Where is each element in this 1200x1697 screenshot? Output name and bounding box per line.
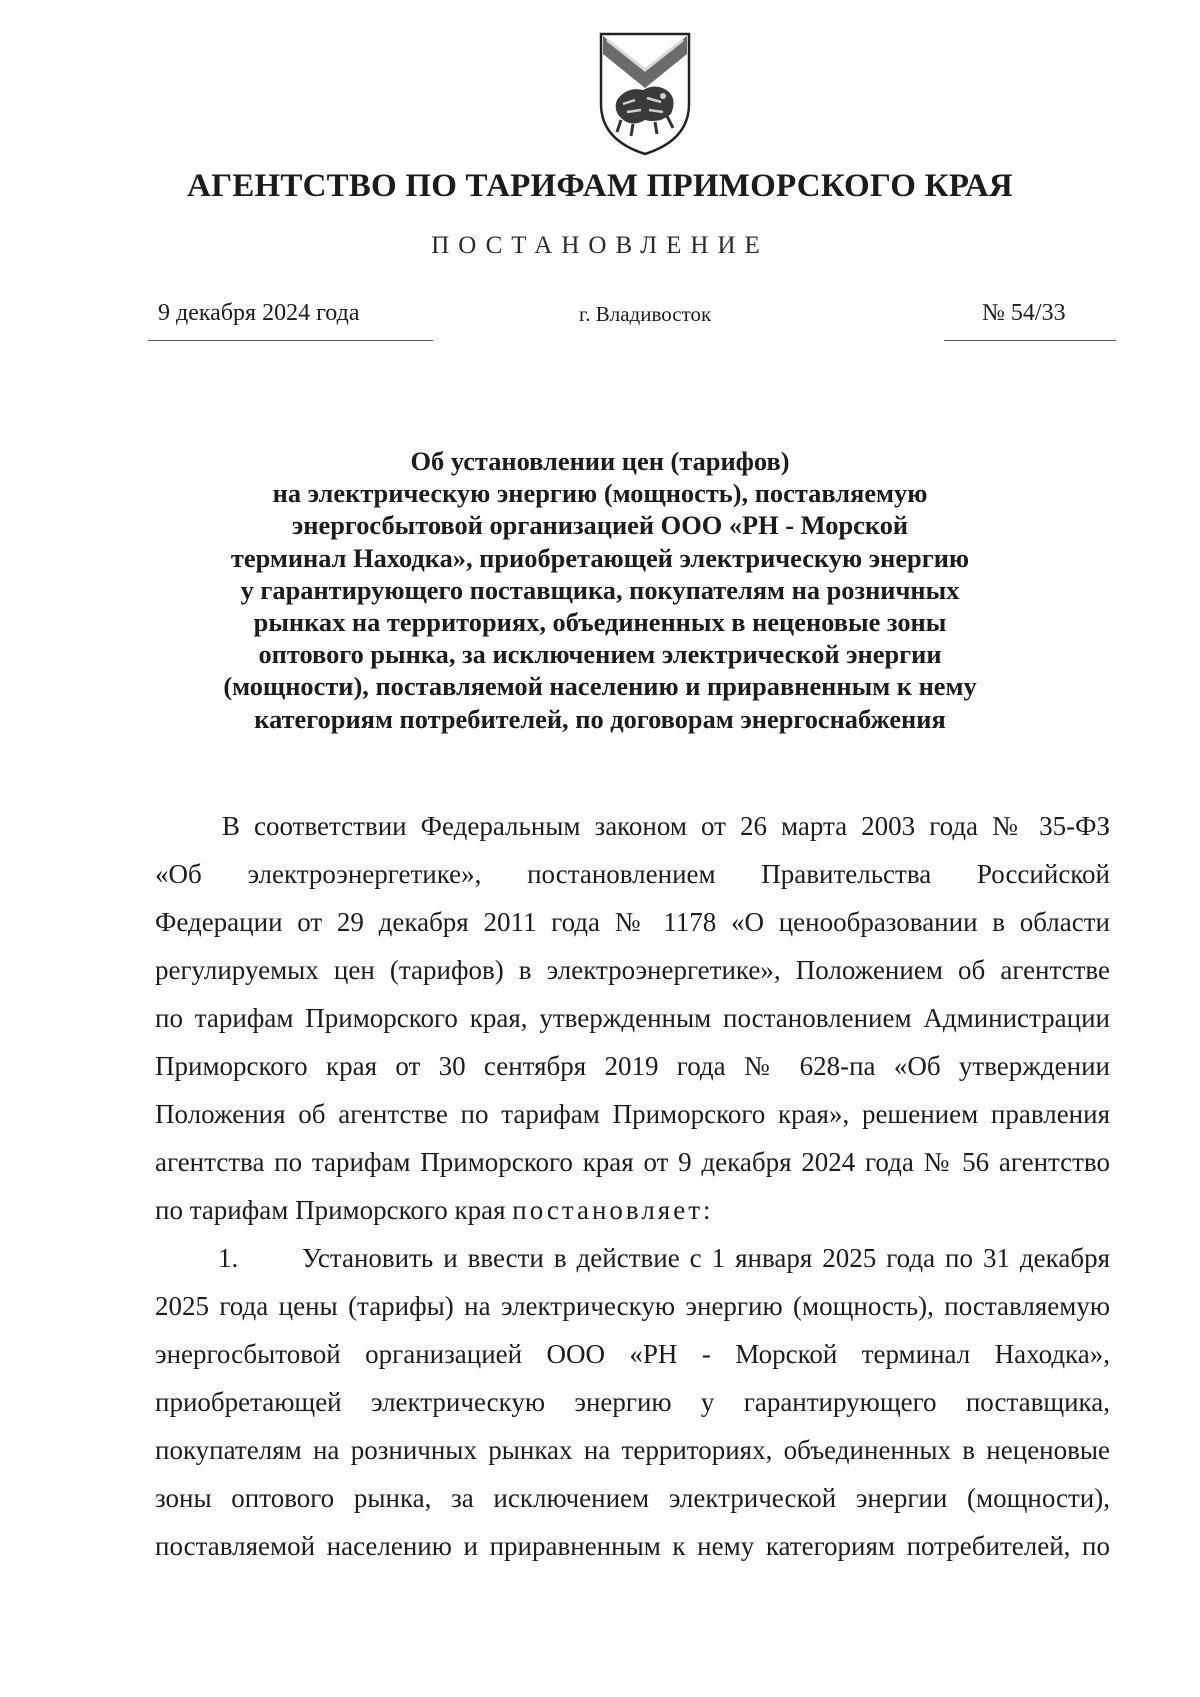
document-type: ПОСТАНОВЛЕНИЕ [431, 232, 769, 259]
body-line: агентства по тарифам Приморского края от 9 декабря 2024 года № 56 агентство [155, 1147, 1110, 1177]
body-line: энергосбытовой организацией ООО «РН - Морской терминал Находка», [155, 1339, 1110, 1369]
body-line: покупателям на розничных рынках на территориях, объединенных в неценовые [155, 1435, 1110, 1465]
body-line: «Об электроэнергетике», постановлением Правительства Российской [155, 859, 1110, 889]
resolution-verb: постановляет: [512, 1195, 714, 1225]
body-line: поставляемой населению и приравненным к нему категориям потребителей, по [155, 1531, 1110, 1561]
date-underline [148, 340, 433, 341]
coat-of-arms-emblem [597, 30, 693, 158]
number-underline [944, 340, 1116, 341]
document-number: № 54/33 [982, 300, 1066, 326]
body-line: приобретающей электрическую энергию у гарантирующего поставщика, [155, 1387, 1110, 1417]
item-number: 1. [218, 1243, 239, 1273]
body-line-text: по тарифам Приморского края [155, 1195, 506, 1225]
body-line: регулируемых цен (тарифов) в электроэнергетике», Положением об агентстве [155, 955, 1110, 985]
body-line: Установить и ввести в действие с 1 января 2025 года по 31 декабря [302, 1243, 1110, 1273]
body-line: 2025 года цены (тарифы) на электрическую энергию (мощность), поставляемую [155, 1291, 1110, 1321]
body-line: В соответствии Федеральным законом от 26 марта 2003 года № 35-ФЗ [222, 811, 1110, 841]
agency-name: АГЕНТСТВО ПО ТАРИФАМ ПРИМОРСКОГО КРАЯ [187, 168, 1013, 204]
document-title: Об установлении цен (тарифов) на электрическую энергию (мощность), поставляемую энергосбытовой организацией ООО «РН - Морской терминал Находка», приобретающей электрическую энергию у гарантирующего поставщика, покупателям на розничных рынках на территориях, объединенных в неценовые зоны оптового рынка, за исключением электрической энергии (мощности), поставляемой населению и приравненным к нему категориям потребителей, по договорам энергоснабжения [223, 446, 977, 734]
body-line: по тарифам Приморского края, утвержденным постановлением Администрации [155, 1003, 1110, 1033]
body-line: Приморского края от 30 сентября 2019 года № 628-па «Об утверждении [155, 1051, 1110, 1081]
body-line: Положения об агентстве по тарифам Приморского края», решением правления [155, 1099, 1110, 1129]
document-date: 9 декабря 2024 года [158, 300, 360, 326]
body-line: зоны оптового рынка, за исключением электрической энергии (мощности), [155, 1483, 1110, 1513]
document-city: г. Владивосток [579, 302, 712, 326]
body-line [155, 1194, 1110, 1226]
body-line: Федерации от 29 декабря 2011 года № 1178 «О ценообразовании в области [155, 907, 1110, 937]
